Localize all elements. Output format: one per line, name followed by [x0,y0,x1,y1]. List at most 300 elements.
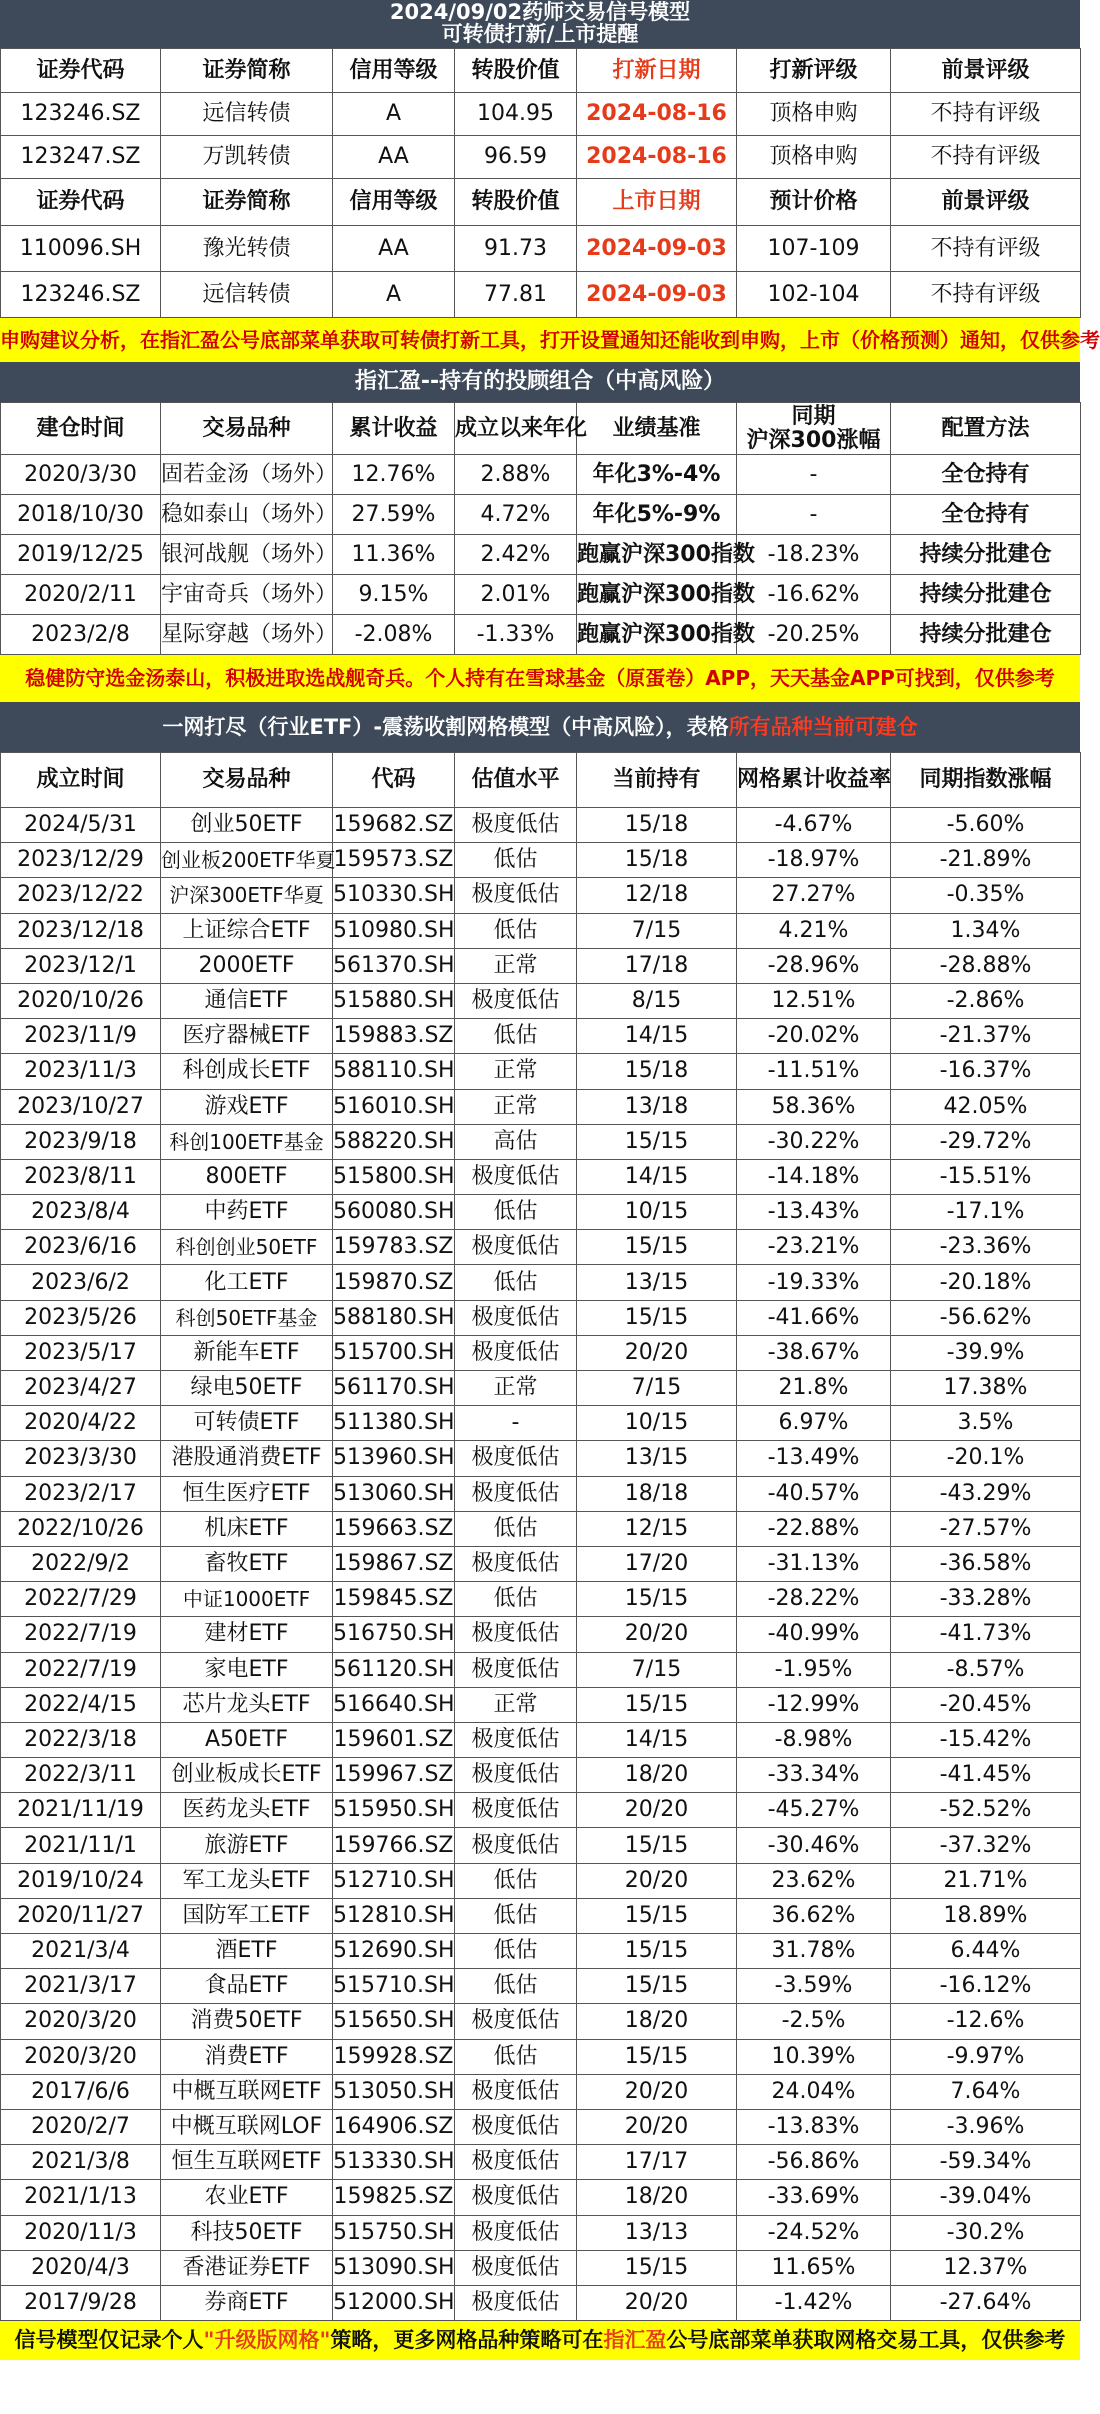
table-cell: 159845.SZ [333,1582,455,1617]
table-cell: -22.88% [737,1511,891,1546]
table-row [1,2180,1081,2215]
table-header-cell: 网格累计收益率 [737,753,891,808]
table-cell: 2017/6/6 [1,2074,161,2109]
table-cell: -20.18% [891,1265,1081,1300]
table-cell: A50ETF [161,1722,333,1757]
table-cell: 20/20 [577,1793,737,1828]
table-cell: -1.33% [455,615,577,655]
table-header-cell: 交易品种 [161,403,333,455]
table-cell: 低估 [455,913,577,948]
table-cell: 23.62% [737,1863,891,1898]
table-row [1,1863,1081,1898]
table-cell: 159682.SZ [333,808,455,843]
portfolio-table [0,402,1081,655]
table-cell: -39.04% [891,2180,1081,2215]
table-cell: 正常 [455,948,577,983]
table-cell: 123247.SZ [1,136,161,179]
table-row [1,878,1081,913]
table-cell: 远信转债 [161,93,333,136]
table-cell: 消费ETF [161,2039,333,2074]
table-cell: 2021/3/8 [1,2145,161,2180]
table-cell: 低估 [455,1019,577,1054]
table-cell: -52.52% [891,1793,1081,1828]
table-cell: 513960.SH [333,1441,455,1476]
table-cell: 2023/8/4 [1,1195,161,1230]
table-cell: -20.45% [891,1687,1081,1722]
portfolio-note [0,655,1080,702]
table-cell: 12/15 [577,1511,737,1546]
table-cell: -20.1% [891,1441,1081,1476]
table-header-cell: 交易品种 [161,753,333,808]
table-cell: 不持有评级 [891,136,1081,179]
table-cell: 全仓持有 [891,495,1081,535]
table-row [1,2039,1081,2074]
table-cell: 2020/3/20 [1,2039,161,2074]
table-cell: 2020/2/7 [1,2109,161,2144]
table-cell: 低估 [455,2039,577,2074]
table-cell: 2023/6/2 [1,1265,161,1300]
table-header-cell: 证券代码 [1,49,161,93]
table-cell: 15/15 [577,1687,737,1722]
table-header-row [1,403,1081,455]
table-cell: 极度低估 [455,1793,577,1828]
table-cell: 极度低估 [455,2074,577,2109]
table-cell: -12.99% [737,1687,891,1722]
table-header-cell: 前景评级 [891,49,1081,93]
table-cell: 588220.SH [333,1124,455,1159]
table-cell: 极度低估 [455,2285,577,2320]
table-cell: -1.95% [737,1652,891,1687]
table-cell: -28.88% [891,948,1081,983]
grid-title-part2: 所有品种当前可建仓 [728,715,918,739]
table-cell: 15/15 [577,1934,737,1969]
bond-table [0,48,1081,318]
table-cell: 2023/10/27 [1,1089,161,1124]
table-cell: -16.12% [891,1969,1081,2004]
table-cell: 跑赢沪深300指数 [577,575,737,615]
table-row [1,1511,1081,1546]
table-cell: 516010.SH [333,1089,455,1124]
table-cell: 创业板200ETF华夏 [161,843,333,878]
table-cell: 15/15 [577,1898,737,1933]
table-row [1,495,1081,535]
table-cell: 港股通消费ETF [161,1441,333,1476]
table-cell: 17/17 [577,2145,737,2180]
table-cell: 15/15 [577,1828,737,1863]
table-cell: 10.39% [737,2039,891,2074]
table-row [1,1406,1081,1441]
table-cell: 豫光转债 [161,226,333,272]
table-header-cell: 信用等级 [333,49,455,93]
table-cell: 15/18 [577,808,737,843]
table-cell: -59.34% [891,2145,1081,2180]
table-cell: 2024-08-16 [577,136,737,179]
table-header-row [1,753,1081,808]
table-cell: 2020/4/22 [1,1406,161,1441]
table-cell: 2020/4/3 [1,2250,161,2285]
table-cell: -41.45% [891,1758,1081,1793]
table-cell: 低估 [455,1511,577,1546]
table-cell: -13.49% [737,1441,891,1476]
table-cell: 2022/4/15 [1,1687,161,1722]
table-cell: 513060.SH [333,1476,455,1511]
table-cell: 年化5%-9% [577,495,737,535]
table-cell: 18/18 [577,1476,737,1511]
table-cell: 516750.SH [333,1617,455,1652]
table-cell: 3.5% [891,1406,1081,1441]
table-cell: 15/15 [577,1969,737,2004]
table-cell: 17.38% [891,1371,1081,1406]
table-cell: -33.69% [737,2180,891,2215]
table-cell: 顶格申购 [737,136,891,179]
table-row [1,2145,1081,2180]
table-row [1,455,1081,495]
table-cell: 561170.SH [333,1371,455,1406]
table-cell: 13/15 [577,1441,737,1476]
grid-footer-part2: "升级版网格" [203,2328,331,2353]
table-cell: 10/15 [577,1195,737,1230]
table-cell: 2020/2/11 [1,575,161,615]
table-cell: 7/15 [577,913,737,948]
table-cell: 医药龙头ETF [161,1793,333,1828]
table-cell: 绿电50ETF [161,1371,333,1406]
table-cell: -30.2% [891,2215,1081,2250]
grid-footer-part5: 公号底部菜单获取网格交易工具，仅供参考 [666,2328,1066,2353]
table-header-cell: 同期指数涨幅 [891,753,1081,808]
table-cell: 2023/6/16 [1,1230,161,1265]
table-cell: 可转债ETF [161,1406,333,1441]
table-cell: 513050.SH [333,2074,455,2109]
table-row [1,1124,1081,1159]
table-cell: 极度低估 [455,1335,577,1370]
table-cell: 9.15% [333,575,455,615]
table-row [1,1546,1081,1581]
table-cell: 7/15 [577,1652,737,1687]
table-row [1,2074,1081,2109]
table-cell: 2.42% [455,535,577,575]
table-cell: 持续分批建仓 [891,535,1081,575]
grid-title-part1: 一网打尽（行业ETF）-震荡收割网格模型（中高风险），表格 [162,715,729,739]
table-cell: 104.95 [455,93,577,136]
table-cell: 2020/3/30 [1,455,161,495]
table-cell: 561370.SH [333,948,455,983]
table-cell: -29.72% [891,1124,1081,1159]
table-cell: 2020/10/26 [1,983,161,1018]
table-cell: 2024-09-03 [577,272,737,318]
table-cell: 科创50ETF基金 [161,1300,333,1335]
table-row [1,226,1081,272]
table-cell: 513090.SH [333,2250,455,2285]
table-cell: -41.66% [737,1300,891,1335]
table-cell: -38.67% [737,1335,891,1370]
table-cell: 15/15 [577,1300,737,1335]
table-row [1,1898,1081,1933]
table-cell: 2018/10/30 [1,495,161,535]
table-cell: -27.57% [891,1511,1081,1546]
table-cell: 515650.SH [333,2004,455,2039]
table-cell: -21.89% [891,843,1081,878]
table-cell: 12.51% [737,983,891,1018]
table-cell: 20/20 [577,1335,737,1370]
table-header-cell: 证券代码 [1,179,161,226]
table-cell: 15/18 [577,843,737,878]
table-cell: -16.62% [737,575,891,615]
table-cell: 515700.SH [333,1335,455,1370]
table-cell: 14/15 [577,1159,737,1194]
table-cell: 15/18 [577,1054,737,1089]
table-cell: 123246.SZ [1,272,161,318]
table-cell: 2022/7/19 [1,1617,161,1652]
table-cell: AA [333,136,455,179]
table-cell: 通信ETF [161,983,333,1018]
table-cell: 芯片龙头ETF [161,1687,333,1722]
table-cell: 医疗器械ETF [161,1019,333,1054]
table-cell: -0.35% [891,878,1081,913]
table-row [1,1722,1081,1757]
table-cell: 13/18 [577,1089,737,1124]
table-cell: -56.86% [737,2145,891,2180]
table-cell: 20/20 [577,1863,737,1898]
table-cell: 机床ETF [161,1511,333,1546]
table-cell: 515880.SH [333,983,455,1018]
table-cell: 2.88% [455,455,577,495]
table-cell: 512000.SH [333,2285,455,2320]
table-cell: 正常 [455,1371,577,1406]
table-cell: 香港证券ETF [161,2250,333,2285]
table-cell: 极度低估 [455,2250,577,2285]
table-row [1,1617,1081,1652]
table-header-cell: 预计价格 [737,179,891,226]
table-cell: 跑赢沪深300指数 [577,535,737,575]
table-cell: 年化3%-4% [577,455,737,495]
table-cell: 31.78% [737,1934,891,1969]
table-header-cell: 打新评级 [737,49,891,93]
table-cell: -21.37% [891,1019,1081,1054]
table-cell: 2023/4/27 [1,1371,161,1406]
table-cell: 159867.SZ [333,1546,455,1581]
table-row [1,2109,1081,2144]
table-cell: 极度低估 [455,2145,577,2180]
table-cell: 顶格申购 [737,93,891,136]
table-cell: 消费50ETF [161,2004,333,2039]
table-header-cell: 成立以来年化 [455,403,577,455]
table-cell: 2021/1/13 [1,2180,161,2215]
table-header-cell: 转股价值 [455,49,577,93]
table-cell: 512810.SH [333,1898,455,1933]
table-cell: 6.97% [737,1406,891,1441]
table-cell: 国防军工ETF [161,1898,333,1933]
table-row [1,136,1081,179]
table-cell: -15.51% [891,1159,1081,1194]
table-row [1,948,1081,983]
table-cell: 588180.SH [333,1300,455,1335]
table-header-cell: 估值水平 [455,753,577,808]
table-cell: -14.18% [737,1159,891,1194]
table-cell: 2017/9/28 [1,2285,161,2320]
table-cell: 36.62% [737,1898,891,1933]
table-cell: 12.76% [333,455,455,495]
table-cell: 21.71% [891,1863,1081,1898]
grid-footer-part3: 策略，更多网格品种策略可在 [330,2328,604,2353]
table-cell: 2020/11/3 [1,2215,161,2250]
table-cell: 159967.SZ [333,1758,455,1793]
table-cell: 低估 [455,1934,577,1969]
table-cell: 13/15 [577,1265,737,1300]
table-row [1,1195,1081,1230]
table-cell: 1.34% [891,913,1081,948]
grid-footer-part4: 指汇盈 [603,2328,667,2353]
table-row [1,615,1081,655]
table-row [1,1793,1081,1828]
table-cell: 510980.SH [333,913,455,948]
table-cell: -8.57% [891,1652,1081,1687]
table-cell: 2.01% [455,575,577,615]
table-cell: 15/15 [577,1582,737,1617]
table-cell: 561120.SH [333,1652,455,1687]
table-cell: 极度低估 [455,2180,577,2215]
table-row [1,1371,1081,1406]
table-cell: 159766.SZ [333,1828,455,1863]
table-cell: 极度低估 [455,1230,577,1265]
table-cell: 不持有评级 [891,272,1081,318]
table-cell: -11.51% [737,1054,891,1089]
table-cell: 酒ETF [161,1934,333,1969]
table-cell: 159601.SZ [333,1722,455,1757]
table-cell: 7.64% [891,2074,1081,2109]
table-cell: 正常 [455,1054,577,1089]
table-header-cell: 打新日期 [577,49,737,93]
table-cell: 18/20 [577,1758,737,1793]
table-cell: 12/18 [577,878,737,913]
table-cell: 低估 [455,1265,577,1300]
table-cell: 14/15 [577,1722,737,1757]
table-cell: - [737,495,891,535]
table-cell: 6.44% [891,1934,1081,1969]
table-cell: 低估 [455,1898,577,1933]
table-row [1,1758,1081,1793]
table-cell: 极度低估 [455,1441,577,1476]
table-cell: 123246.SZ [1,93,161,136]
table-cell: -23.21% [737,1230,891,1265]
table-row [1,983,1081,1018]
table-cell: 极度低估 [455,1476,577,1511]
table-cell: 102-104 [737,272,891,318]
table-cell: 77.81 [455,272,577,318]
table-cell: -40.99% [737,1617,891,1652]
table-cell: 159573.SZ [333,843,455,878]
table-cell: 科创成长ETF [161,1054,333,1089]
table-row [1,535,1081,575]
table-cell: 极度低估 [455,1758,577,1793]
table-cell: 高估 [455,1124,577,1159]
table-cell: 2023/8/11 [1,1159,161,1194]
table-header-row [1,49,1081,93]
table-cell: 持续分批建仓 [891,615,1081,655]
table-cell: 持续分批建仓 [891,575,1081,615]
table-header-cell: 证券简称 [161,179,333,226]
table-cell: AA [333,226,455,272]
portfolio-note-part1: 稳健防守选金汤泰山，积极进取选战舰奇兵。个人持有 [25,666,506,690]
table-row [1,808,1081,843]
table-cell: 低估 [455,1863,577,1898]
table-cell: 2023/5/26 [1,1300,161,1335]
table-cell: 2022/10/26 [1,1511,161,1546]
table-cell: 27.27% [737,878,891,913]
table-cell: 极度低估 [455,1159,577,1194]
table-cell: 515710.SH [333,1969,455,2004]
table-row [1,1300,1081,1335]
table-row [1,1934,1081,1969]
table-cell: 159663.SZ [333,1511,455,1546]
grid-footer [0,2321,1080,2360]
table-cell: 560080.SH [333,1195,455,1230]
table-cell: 恒生医疗ETF [161,1476,333,1511]
table-header-cell: 证券简称 [161,49,333,93]
table-cell: 稳如泰山（场外） [161,495,333,535]
table-cell: 17/18 [577,948,737,983]
table-cell: 2019/10/24 [1,1863,161,1898]
table-cell: -12.6% [891,2004,1081,2039]
table-cell: -33.28% [891,1582,1081,1617]
table-cell: -45.27% [737,1793,891,1828]
table-cell: 515750.SH [333,2215,455,2250]
table-cell: -17.1% [891,1195,1081,1230]
table-header-cell: 建仓时间 [1,403,161,455]
table-cell: 11.65% [737,2250,891,2285]
table-cell: 正常 [455,1687,577,1722]
table-cell: 极度低估 [455,1300,577,1335]
table-cell: 58.36% [737,1089,891,1124]
grid-title [0,702,1080,752]
table-cell: 2022/7/19 [1,1652,161,1687]
table-cell: 15/15 [577,2039,737,2074]
table-cell: -43.29% [891,1476,1081,1511]
table-cell: -56.62% [891,1300,1081,1335]
table-cell: 512690.SH [333,1934,455,1969]
table-cell: 2022/9/2 [1,1546,161,1581]
table-cell: 159783.SZ [333,1230,455,1265]
table-row [1,2215,1081,2250]
table-cell: 15/15 [577,1124,737,1159]
header-line-1: 同期 [791,403,836,429]
table-cell: 164906.SZ [333,2109,455,2144]
table-cell: 食品ETF [161,1969,333,2004]
table-header-cell: 上市日期 [577,179,737,226]
table-header-cell: 当前持有 [577,753,737,808]
table-cell: 中概互联网LOF [161,2109,333,2144]
table-header-cell: 代码 [333,753,455,808]
table-cell: 极度低估 [455,2215,577,2250]
table-cell: -2.08% [333,615,455,655]
table-cell: -1.42% [737,2285,891,2320]
table-header-cell: 成立时间 [1,753,161,808]
table-cell: 银河战舰（场外） [161,535,333,575]
table-cell: 极度低估 [455,1652,577,1687]
table-cell: 2023/3/30 [1,1441,161,1476]
table-header-cell: 信用等级 [333,179,455,226]
table-cell: 2023/11/9 [1,1019,161,1054]
table-header-cell: 累计收益 [333,403,455,455]
page-title: 2024/09/02药师交易信号模型 [389,0,691,24]
table-cell: 42.05% [891,1089,1081,1124]
table-cell: 正常 [455,1089,577,1124]
table-row [1,1969,1081,2004]
table-cell: 极度低估 [455,1617,577,1652]
table-cell: 旅游ETF [161,1828,333,1863]
table-cell: - [737,455,891,495]
table-row [1,1054,1081,1089]
table-header-cell [737,403,891,455]
